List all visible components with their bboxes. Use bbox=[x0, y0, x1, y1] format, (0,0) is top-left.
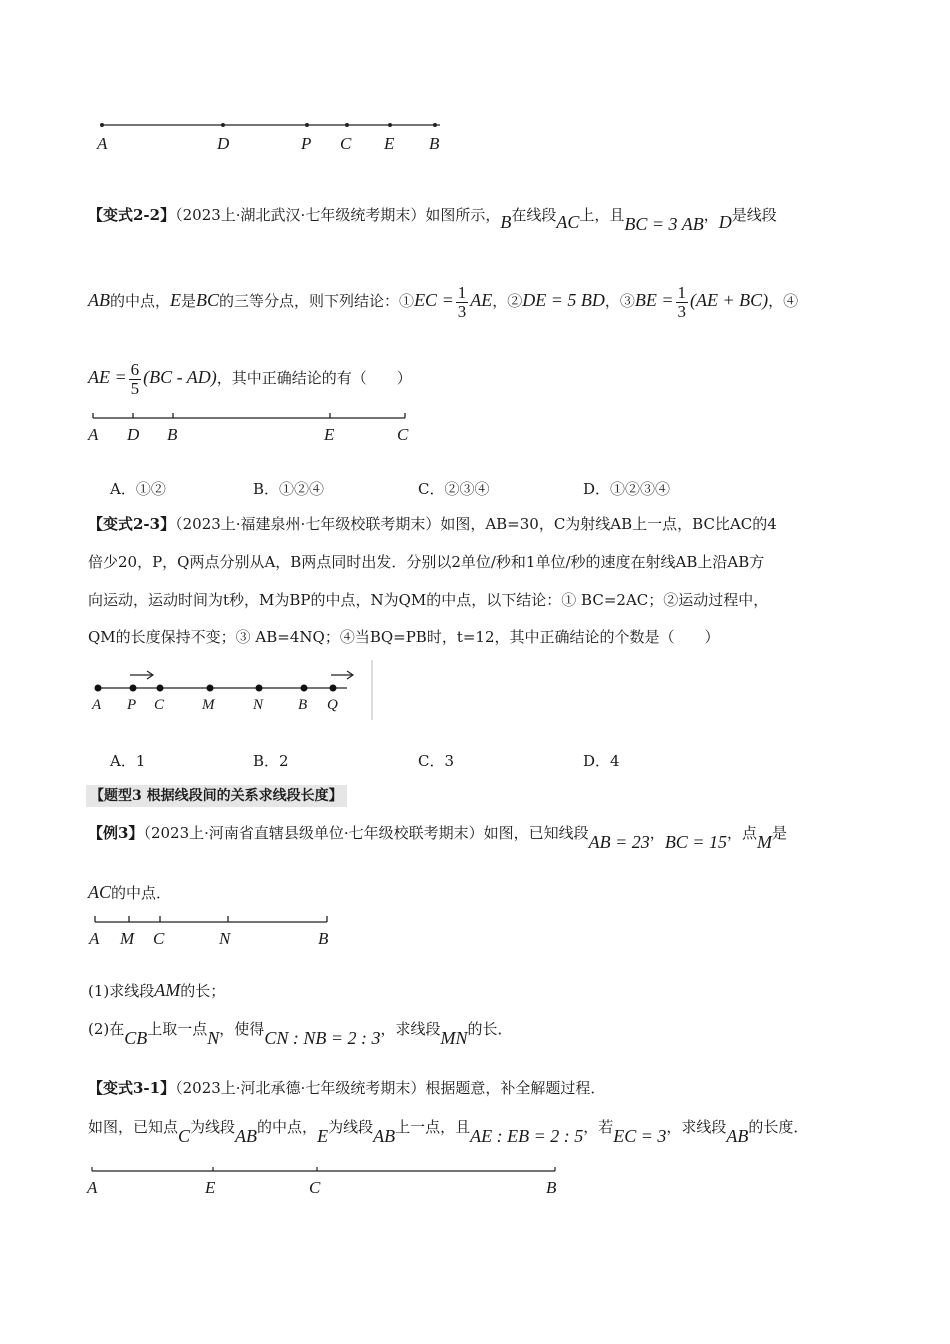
v31-tag: 【变式3-1】 bbox=[88, 1079, 176, 1097]
label-D: D bbox=[217, 134, 230, 153]
v23-option-b[interactable]: B．2 bbox=[253, 752, 289, 770]
label-E: E bbox=[324, 425, 335, 444]
v22-option-a[interactable]: A．①② bbox=[110, 480, 166, 498]
v22-line3: AE = $\frac{6}{5}$ (BC - AD)，其中正确结论的有（ ） bbox=[88, 359, 412, 398]
v22-tag: 【变式2-2】 bbox=[88, 206, 176, 224]
figure-ex3-segment bbox=[85, 910, 345, 952]
figure-v22-segment bbox=[85, 408, 415, 448]
label-E: E bbox=[384, 134, 395, 153]
v23-line2: 倍少20，P，Q两点分别从A，B两点同时出发．分别以2单位/秒和1单位/秒的速度在射线AB上沿AB方 bbox=[88, 553, 765, 571]
label-A: A bbox=[92, 697, 102, 713]
v22-line2: AB的中点，E是BC的三等分点，则下列结论：①EC = $\frac{1}{3}$ AE，②DE = 5 BD，③BE = $\frac{1}{3}$ (AE + BC)，④ bbox=[88, 282, 799, 321]
fraction-6-5: $\frac{6}{5}$ bbox=[130, 359, 140, 398]
label-Q: Q bbox=[327, 697, 338, 713]
point-C bbox=[157, 685, 164, 692]
section-heading-3: 【题型3 根据线段间的关系求线段长度】 bbox=[86, 785, 347, 807]
fraction-1-3-b: $\frac{1}{3}$ bbox=[677, 282, 687, 321]
label-C: C bbox=[153, 929, 165, 948]
label-A: A bbox=[89, 929, 100, 948]
label-B: B bbox=[318, 929, 329, 948]
ex3-line2: AC的中点． bbox=[88, 882, 172, 902]
v23-tag: 【变式2-3】 bbox=[88, 515, 176, 533]
ex3-tag: 【例3】 bbox=[88, 824, 144, 842]
ex3-line1: 【例3】（2023上·河南省直辖县级单位·七年级校联考期末）如图，已知线段AB = 23，BC = 15，点M是 bbox=[88, 824, 787, 852]
point-P bbox=[130, 685, 137, 692]
label-B: B bbox=[429, 134, 440, 153]
point-B bbox=[301, 685, 308, 692]
v23-line1: 【变式2-3】（2023上·福建泉州·七年级校联考期末）如图，AB=30，C为射线AB上一点，BC比AC的4 bbox=[88, 515, 777, 533]
label-P: P bbox=[301, 134, 312, 153]
v23-line3: 向运动，运动时间为t秒，M为BP的中点，N为QM的中点，以下结论：① BC=2AC；②运动过程中， bbox=[88, 591, 769, 609]
v23-option-d[interactable]: D．4 bbox=[583, 752, 620, 770]
label-N: N bbox=[253, 697, 264, 713]
label-M: M bbox=[120, 929, 135, 948]
label-E: E bbox=[205, 1178, 216, 1197]
point-N bbox=[256, 685, 263, 692]
v23-option-c[interactable]: C．3 bbox=[418, 752, 455, 770]
v22-option-c[interactable]: C．②③④ bbox=[418, 480, 490, 498]
fraction-1-3: $\frac{1}{3}$ bbox=[457, 282, 467, 321]
point-E bbox=[388, 123, 392, 127]
label-A: A bbox=[88, 425, 99, 444]
label-P: P bbox=[127, 697, 137, 713]
ex3-question-2: (2)在CB上取一点N，使得CN : NB = 2 : 3，求线段MN的长． bbox=[88, 1020, 513, 1048]
point-P bbox=[305, 123, 309, 127]
label-N: N bbox=[219, 929, 231, 948]
label-B: B bbox=[298, 697, 308, 713]
v31-line1: 【变式3-1】（2023上·河北承德·七年级统考期末）根据题意，补全解题过程． bbox=[88, 1079, 606, 1097]
label-A: A bbox=[97, 134, 108, 153]
figure-top-segment bbox=[90, 110, 460, 160]
v23-option-a[interactable]: A．1 bbox=[110, 752, 146, 770]
label-B: B bbox=[546, 1178, 557, 1197]
label-D: D bbox=[127, 425, 140, 444]
point-D bbox=[221, 123, 225, 127]
point-C bbox=[345, 123, 349, 127]
point-Q bbox=[330, 685, 337, 692]
v23-line4: QM的长度保持不变；③ AB=4NQ；④当BQ=PB时，t=12，其中正确结论的个数是（ ） bbox=[88, 628, 720, 646]
v22-line1: 【变式2-2】（2023上·湖北武汉·七年级统考期末）如图所示，B在线段AC上，且BC = 3 AB，D是线段 bbox=[88, 206, 777, 234]
point-B bbox=[433, 123, 437, 127]
v22-option-b[interactable]: B．①②④ bbox=[253, 480, 325, 498]
v31-line2: 如图，已知点C为线段AB的中点，E为线段AB上一点，且AE : EB = 2 : 5，若EC = 3，求线段AB的长度． bbox=[88, 1118, 809, 1146]
label-A: A bbox=[87, 1178, 98, 1197]
ex3-question-1: (1)求线段AM的长； bbox=[88, 980, 226, 1000]
label-C: C bbox=[309, 1178, 321, 1197]
label-M: M bbox=[202, 697, 215, 713]
figure-v31-segment bbox=[85, 1160, 565, 1202]
point-M bbox=[207, 685, 214, 692]
figure-v23-ray bbox=[85, 658, 385, 723]
point-A bbox=[95, 685, 102, 692]
label-B: B bbox=[167, 425, 178, 444]
label-C: C bbox=[340, 134, 352, 153]
label-C: C bbox=[397, 425, 409, 444]
label-C: C bbox=[154, 697, 165, 713]
v22-option-d[interactable]: D．①②③④ bbox=[583, 480, 671, 498]
point-A bbox=[100, 123, 104, 127]
